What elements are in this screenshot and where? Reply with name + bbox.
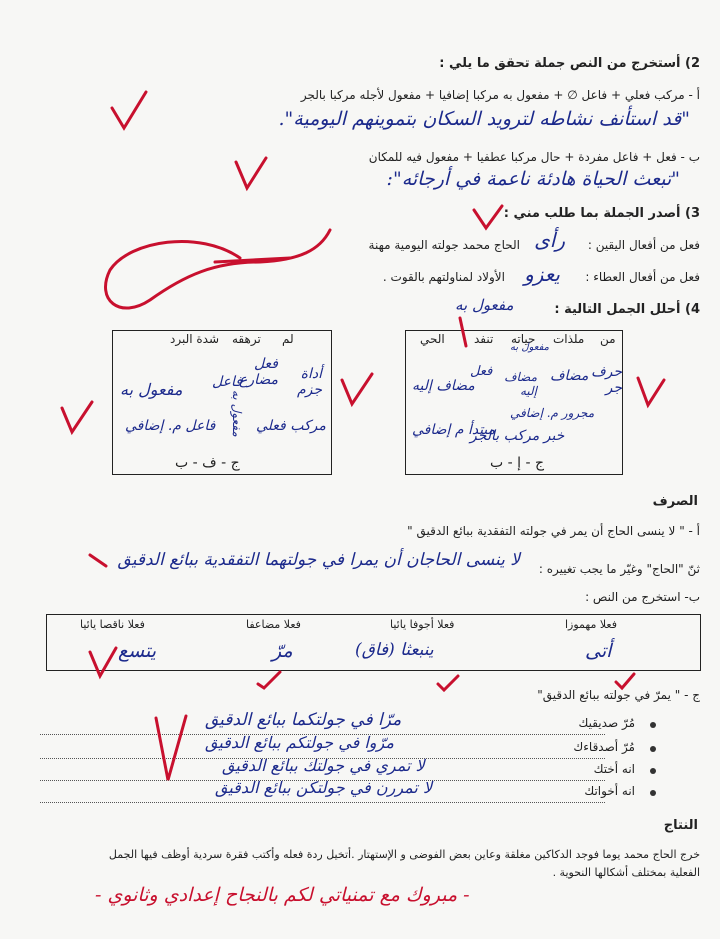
left-col-word-1: أداة جزم [296,366,322,398]
sarf-header-2: فعلا أجوفا يائيا [390,618,455,631]
left-col-word-3: مفعول به [230,390,244,437]
sarf-title: الصرف [652,494,698,509]
intaj-title: النتاج [663,818,698,833]
right-col-word-1: حرف جر [591,364,622,396]
check-mark-5 [342,374,372,404]
q3-line2-prefix: فعل من أفعال العطاء : [585,270,700,284]
right-col-word-5: مفعول به [510,342,549,353]
q2-b-answer: "تبعث الحياة هادئة ناعمة في أرجائه": [386,168,680,190]
sarf-c-label-2: مُرّ أصدقاءك [573,740,635,754]
check-mark-7 [90,648,116,676]
sarf-a2-text: ثنّ "الحاج" وغيّر ما يجب تغييره : [538,562,700,576]
sarf-answer-4: يتسع [118,640,157,662]
q4-above-right: مفعول به [455,296,514,314]
check-mark-12 [90,555,106,566]
sarf-a2-answer: لا ينسى الحاجان أن يمرا في جولتهما التفقدية ببائع الدقيق [117,550,520,570]
check-mark-3 [474,206,502,228]
sarf-c-answer-4: لا تمررن في جولتكن ببائع الدقيق [215,778,433,797]
q3-line2-answer: يعزو [524,262,560,286]
left-row2-b: فاعل م. إضافي [125,418,216,434]
sarf-c-label-1: مُرّ صديقيك [578,716,635,730]
check-mark-8 [258,672,280,688]
check-mark-2 [236,158,266,188]
sarf-c-label-3: انه أختك [593,762,635,776]
sarf-c-answer-1: مرّا في جولتكما ببائع الدقيق [205,710,402,730]
right-header-5: الحي [420,332,445,346]
check-mark-1 [112,92,146,128]
q2-title: 2) أستخرج من النص جملة تحقق ما يلي : [439,56,700,71]
intaj-text-1: خرج الحاج محمد يوما فوجد الدكاكين مغلقة وعاين بعض الفوضى و الإستهتار .أتخيل ردة فعله وأكتب فقرة سردية أوظف فيها الجمل [108,848,700,861]
left-col-word-4: فاعل [212,374,242,390]
check-mark-4 [62,402,92,432]
left-row2-a: مركب فعلي [256,418,326,434]
right-header-4: تنفد [474,332,494,346]
left-header-1: لم [282,332,294,346]
right-header-2: ملذات [553,332,585,346]
sarf-c-answer-2: مرّوا في جولتكم ببائع الدقيق [205,733,394,752]
q4-title: 4) أحلل الجمل التالية : [554,302,700,317]
sarf-header-3: فعلا مضاعفا [246,618,301,631]
right-col-word-3: مضاف إليه [504,370,537,398]
right-header-3: حياته [511,332,536,346]
check-mark-6 [638,378,664,405]
left-header-2: ترهقه [232,332,261,346]
right-footer: ج - إ - ب [490,455,545,471]
sarf-header-4: فعلا ناقصا يائيا [80,618,145,631]
q3-title: 3) أصدر الجملة بما طلب مني : [503,206,700,221]
sarf-b-text: ب- استخرج من النص : [585,590,700,604]
left-row-label: مفعول به [120,380,183,399]
q2-a-text: أ - مركب فعلي + فاعل ∅ + مفعول به مركبا إضافيا + مفعول لأجله مركبا بالجر [300,88,700,102]
q3-line1-prefix: فعل من أفعال اليقين : [587,238,700,252]
intaj-text-2: الفعلية بمختلف أشكالها النحوية . [552,866,700,879]
right-col-word-2: مضاف [550,368,589,384]
right-row2-b: مبتدأ م إضافي [412,422,496,438]
left-footer: ج - ف - ب [175,455,240,471]
teacher-note: - مبروك مع تمنياتي لكم بالنجاح إعدادي وثانوي - [95,884,470,906]
sarf-answer-3: مرّ [272,640,293,662]
left-header-3: شدة البرد [170,332,220,346]
sarf-answer-1: أتى [585,640,612,662]
scribble-mark [106,230,330,308]
right-col-word-6: مضاف إليه [412,378,475,394]
q3-line1-suffix: الحاج محمد جولته اليومية مهنة [368,238,520,252]
right-row2-a: مجرور م. إضافي [510,406,595,420]
sarf-c-answer-3: لا تمري في جولتك ببائع الدقيق [222,756,425,775]
sarf-header-1: فعلا مهموزا [565,618,617,631]
right-col-word-4: فعل [470,364,493,379]
q3-line2-suffix: الأولاد لمناولتهم بالقوت . [382,270,505,284]
check-mark-11 [156,716,186,780]
arrow-mark [460,318,466,346]
sarf-a-text: أ - " لا ينسى الحاج أن يمر في جولته التفقدية ببائع الدقيق " [407,524,700,538]
check-mark-9 [438,676,458,690]
sarf-c-text: ج - " يمرّ في جولته ببائع الدقيق" [537,688,700,702]
check-mark-10 [616,674,634,688]
right-header-1: من [600,332,616,346]
right-row3: خبر مركب بالجر [470,428,565,444]
sarf-answer-2: ينبعثا (فاق) [355,640,434,660]
q2-a-answer: "قد استأنف نشاطه لترويد السكان بتموينهم اليومية". [278,108,690,130]
left-col-word-2: فعل مضارع [238,356,278,388]
q3-line1-answer: رأى [534,228,565,252]
q2-b-text: ب - فعل + فاعل مفردة + حال مركبا عطفيا + مفعول فيه للمكان [368,150,700,164]
sarf-c-label-4: انه أخواتك [584,784,635,798]
